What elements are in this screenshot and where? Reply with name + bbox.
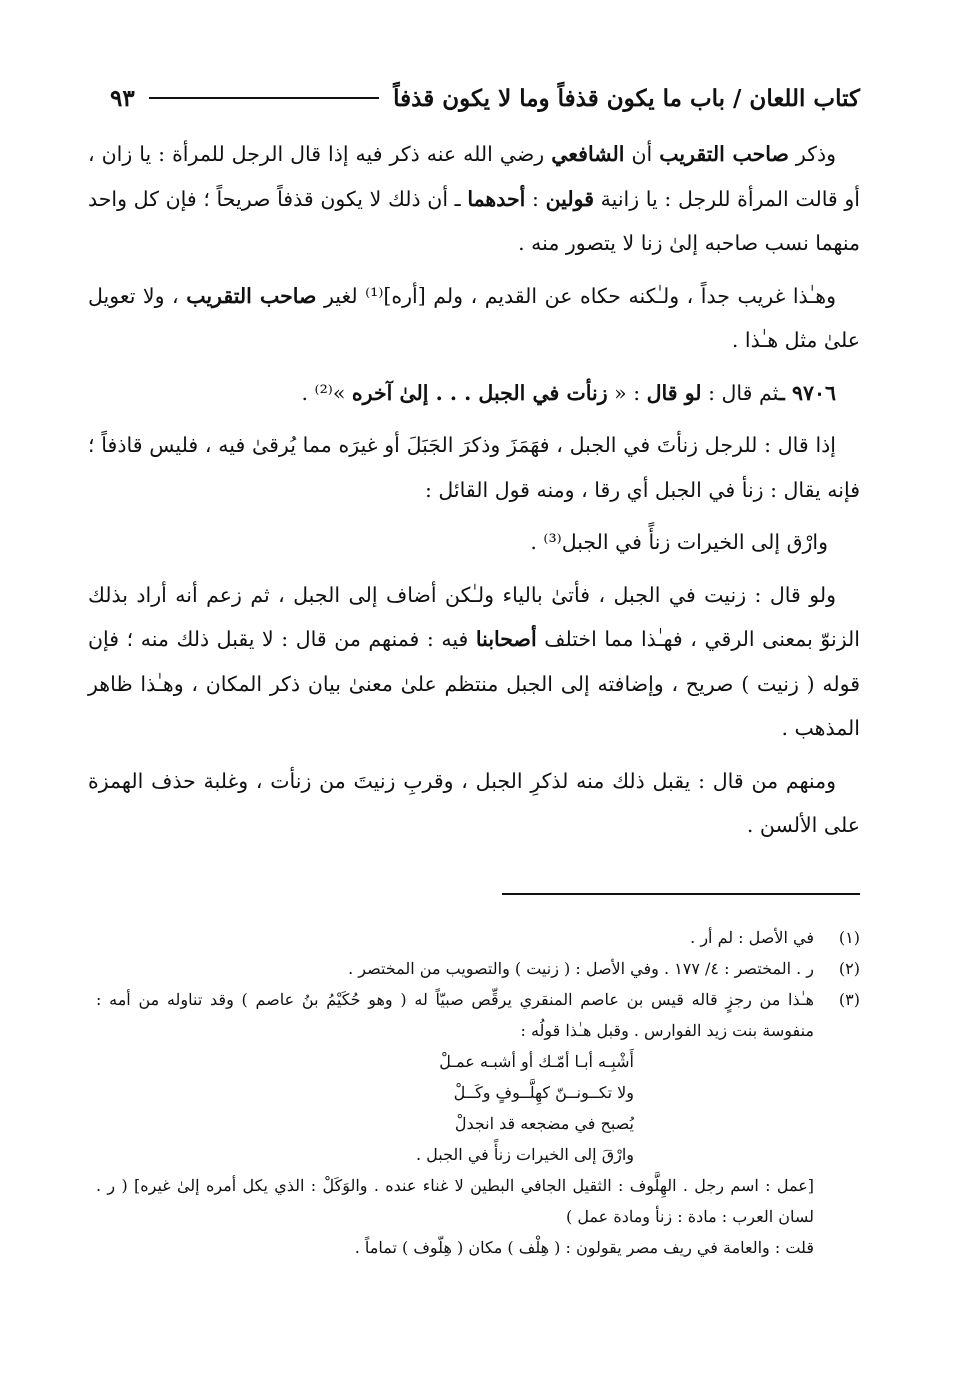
bold-term: أحدهما [467,186,526,211]
bold-term: قولين [545,186,595,211]
footnote-1 [96,922,860,953]
text-span: ثم قال : [701,380,779,405]
text-span: »⁽²⁾ . [301,380,352,405]
text-span: أن [624,142,660,166]
text-span: ولو قال : زنيت في الجبل ، فأتىٰ بالياء ولـٰكن أضاف إلى الجبل ، ثم زعم أنه أراد بذلك الزنوّ بمعنى الرقي ، فهـٰذا مما اختلف [88,582,860,651]
footnote-text: هـٰذا من رجزٍ قاله قيس بن عاصم المنقري يرقِّص صبيّاً له ( وهو حُكَيْمُ بنُ عاصم ) وقد تناوله من أمه : منفوسة بنت زيد الفوارس . وقبل هـٰذا قولُه : [96,990,814,1040]
poem-line: وارْقَ إلى الخيرات زنأً في الجبل . [415,1145,634,1164]
text-span: رضي الله عنه ذكر فيه إذا قال الرجل للمرأة : يا زان ، أو قالت المرأة للرجل : يا زانية [88,142,860,211]
footnote-text: في الأصل : لم أر . [690,928,814,947]
paragraph-5 [88,573,860,751]
bold-term: لو قال [646,380,702,405]
bold-term: زنأت في الجبل . . . إلىٰ آخره [351,380,608,405]
poem-line: أَشْبِـه أبـا أمّـك أو أشبـه عمـلْ [439,1052,634,1071]
running-header [110,80,860,116]
header-rule [149,97,379,99]
bold-term: صاحب التقريب [659,142,789,166]
text-span: ـ أن ذلك لا يكون قذفاً صريحاً ؛ فإن كل واحد منهما نسب صاحبه إلىٰ زنا لا يتصور منه . [88,186,860,255]
poem-line: يُصبح في مضجعه قد انجدلْ [454,1114,634,1133]
footnote-number: (٢) [838,959,860,978]
section-number: ٩٧٠٦ ـ [778,380,836,405]
footnote-poem [96,1046,860,1170]
paragraph-1 [88,132,860,266]
text-span: وذكر [788,142,836,166]
main-text [88,132,860,856]
poem-line: ولا تكــونــنّ كهِلَّــوفٍ وكَــلْ [453,1083,634,1102]
text-span: : « [607,380,647,405]
footnote-number: (٣) [838,990,860,1009]
verse-line: وارْق إلى الخيرات زنأً في الجبل⁽³⁾ . [530,530,828,554]
text-span: : [525,186,546,211]
text-span: وهـٰذا غريب جداً ، ولـٰكنه حكاه عن القديم ، ولم [أره]⁽¹⁾ لغير [316,283,837,308]
footnote-gloss: [عمل : اسم رجل . الهِلَّوف : الثقيل الجافي البطين لا غناء عنده . والوَكَلْ : الذي يكل أمره إلىٰ غيره] ( ر . لسان العرب : مادة : زنأ ومادة عمل ) [96,1176,814,1226]
paragraph-3-section [88,371,860,416]
page-number: ٩٣ [110,84,135,112]
paragraph-6: ومنهم من قال : يقبل ذلك منه لذكرِ الجبل ، وقربِ زنيتَ من زنأت ، وغلبة حذف الهمزة على الألسن . [88,768,860,837]
header-title: كتاب اللعان / باب ما يكون قذفاً وما لا يكون قذفاً [393,84,860,112]
text-span: فيه : فمنهم من قال : لا يقبل ذلك منه ؛ فإن قوله ( زنيت ) صريح ، وإضافته إلى الجبل منتظم علىٰ معنىٰ بيان ذكر المكان ، وهـٰذا ظاهر المذهب . [88,627,860,740]
bold-term: صاحب التقريب [186,283,317,308]
paragraph-2 [88,274,860,363]
bold-term: أصحابنا [475,627,537,651]
footnotes [96,922,860,1263]
footnote-2 [96,953,860,984]
text-span: ، ولا تعويل علىٰ مثل هـٰذا . [88,283,860,352]
footnote-text: ر . المختصر : ٤/ ١٧٧ . وفي الأصل : ( زنيت ) والتصويب من المختصر . [348,959,814,978]
bold-term: الشافعي [551,142,625,166]
footnote-remark: قلت : والعامة في ريف مصر يقولون : ( هِلْف ) مكان ( هِلّوف ) تماماً . [354,1238,814,1257]
footnote-separator [502,893,860,895]
footnote-number: (١) [838,928,860,947]
footnote-3 [96,984,860,1046]
paragraph-4: إذا قال : للرجل زنأتَ في الجبل ، فهَمَزَ وذكرَ الجَبَلَ أو غيرَه مما يُرقىٰ فيه ، فليس قاذفاً ؛ فإنه يقال : زنأ في الجبل أي رقا ، ومنه قول القائل : [88,433,860,502]
